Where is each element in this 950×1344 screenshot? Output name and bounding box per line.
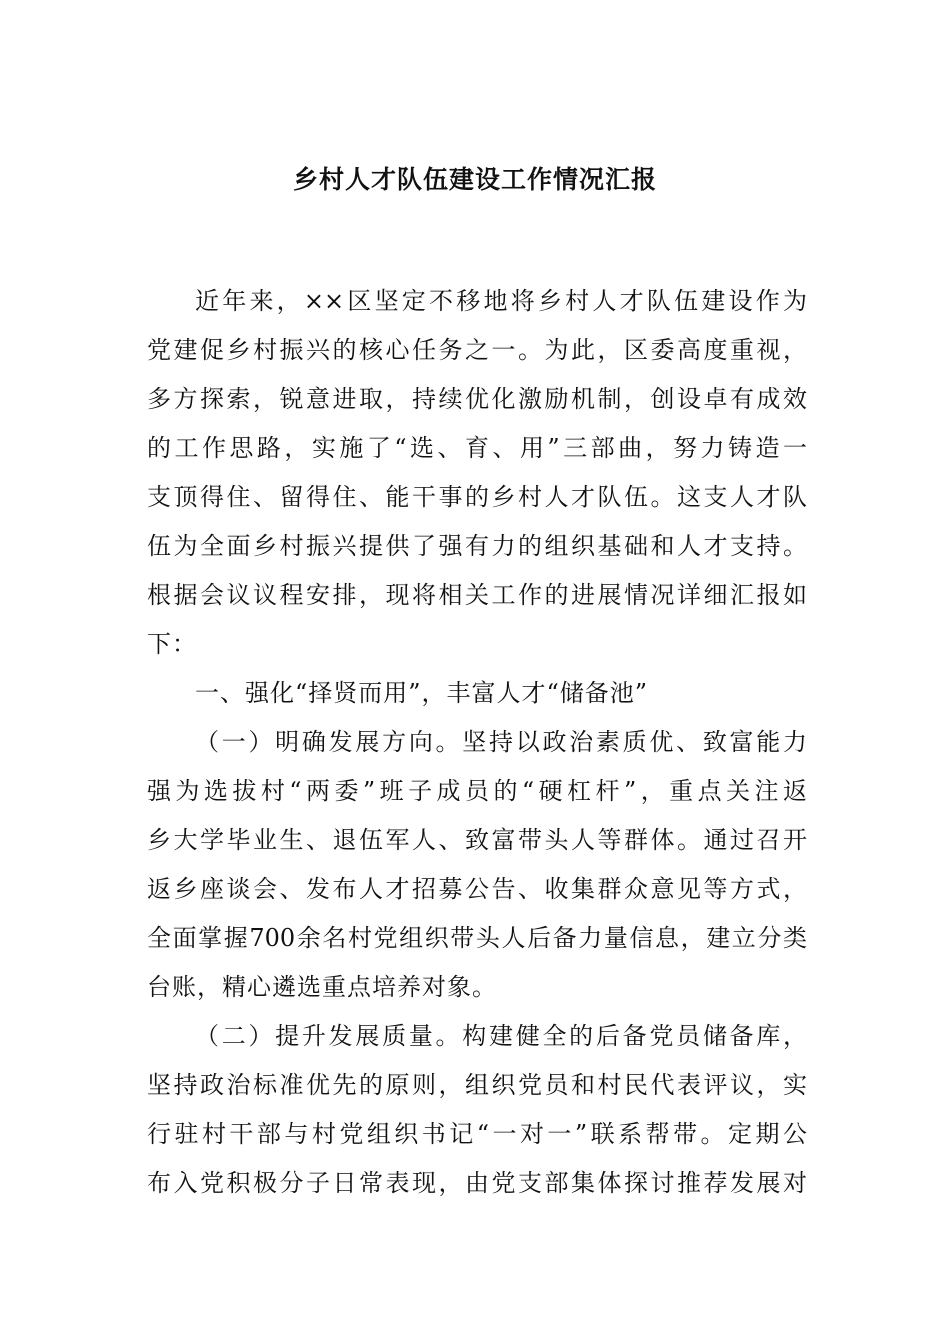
paragraph-line: （二）提升发展质量。构建健全的后备党员储备库， — [195, 1022, 807, 1050]
paragraph-line: （一）明确发展方向。坚持以政治素质优、致富能力 — [195, 728, 807, 756]
paragraph-line: 伍为全面乡村振兴提供了强有力的组织基础和人才支持。 — [147, 532, 807, 560]
section-heading: 一、强化“择贤而用”，丰富人才“储备池” — [195, 679, 649, 707]
paragraph-line: 多方探索，锐意进取，持续优化激励机制，创设卓有成效 — [147, 385, 807, 413]
paragraph-line: 支顶得住、留得住、能干事的乡村人才队伍。这支人才队 — [147, 483, 807, 511]
paragraph-line: 行驻村干部与村党组织书记“一对一”联系帮带。定期公 — [147, 1120, 807, 1148]
paragraph-line: 台账，精心遴选重点培养对象。 — [147, 973, 497, 1001]
paragraph-line: 根据会议议程安排，现将相关工作的进展情况详细汇报如 — [147, 581, 807, 609]
paragraph-line: 近年来，××区坚定不移地将乡村人才队伍建设作为 — [195, 287, 807, 315]
paragraph-line: 下： — [147, 630, 197, 658]
paragraph-line: 坚持政治标准优先的原则，组织党员和村民代表评议，实 — [147, 1071, 807, 1099]
paragraph-line: 党建促乡村振兴的核心任务之一。为此，区委高度重视， — [147, 336, 807, 364]
paragraph-line: 布入党积极分子日常表现，由党支部集体探讨推荐发展对 — [147, 1169, 807, 1197]
document-title: 乡村人才队伍建设工作情况汇报 — [292, 165, 657, 194]
document-body — [147, 277, 807, 1208]
paragraph-line: 的工作思路，实施了“选、育、用”三部曲，努力铸造一 — [147, 434, 807, 462]
paragraph-line: 乡大学毕业生、退伍军人、致富带头人等群体。通过召开 — [147, 826, 807, 854]
paragraph-line: 全面掌握700余名村党组织带头人后备力量信息，建立分类 — [147, 924, 807, 952]
paragraph-line: 强为选拔村“两委”班子成员的“硬杠杆”，重点关注返 — [147, 777, 807, 805]
paragraph-line: 返乡座谈会、发布人才招募公告、收集群众意见等方式， — [147, 875, 807, 903]
